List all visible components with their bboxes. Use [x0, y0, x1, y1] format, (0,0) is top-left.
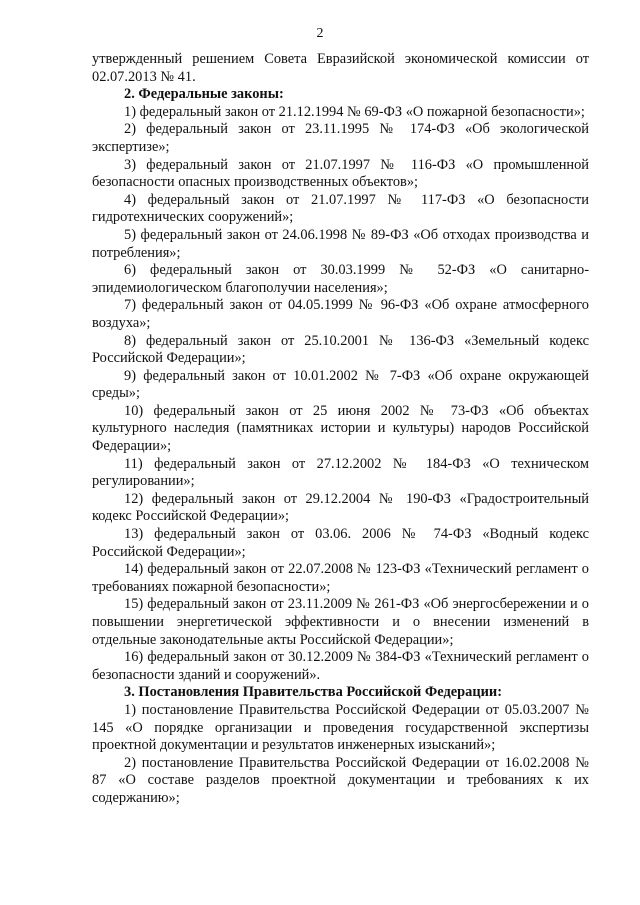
list-item: 15) федеральный закон от 23.11.2009 № 261-ФЗ «Об энергосбережении и о повышении энергетической эффективности и о внесении изменений в отдельные законодательные акты Российской Федерации»;	[92, 596, 589, 648]
list-item: 16) федеральный закон от 30.12.2009 № 384-ФЗ «Технический регламент о безопасности зданий и сооружений».	[92, 649, 589, 683]
list-item: 2) постановление Правительства Российской Федерации от 16.02.2008 № 87 «О составе разделов проектной документации и требованиях к их содержанию»;	[92, 754, 589, 806]
list-item: 2) федеральный закон от 23.11.1995 № 174-ФЗ «Об экологической экспертизе»;	[92, 121, 589, 155]
list-item: 9) федеральный закон от 10.01.2002 № 7-ФЗ «Об охране окружающей среды»;	[92, 367, 589, 402]
government-decrees-list	[92, 702, 589, 808]
list-item: 10) федеральный закон от 25 июня 2002 № 73-ФЗ «Об объектах культурного наследия (памятниках истории и культуры) народов Российской Федерации»;	[92, 402, 589, 455]
list-item: 6) федеральный закон от 30.03.1999 № 52-ФЗ «О санитарно-эпидемиологическом благополучии населения»;	[92, 262, 589, 296]
list-item: 14) федеральный закон от 22.07.2008 № 123-ФЗ «Технический регламент о требованиях пожарной безопасности»;	[92, 561, 589, 595]
list-item: 7) федеральный закон от 04.05.1999 № 96-ФЗ «Об охране атмосферного воздуха»;	[92, 297, 589, 331]
list-item: 8) федеральный закон от 25.10.2001 № 136-ФЗ «Земельный кодекс Российской Федерации»;	[92, 332, 589, 367]
section-2-heading: 2. Федеральные законы:	[124, 86, 284, 103]
list-item: 4) федеральный закон от 21.07.1997 № 117-ФЗ «О безопасности гидротехнических сооружений»;	[92, 191, 589, 226]
list-item: 3) федеральный закон от 21.07.1997 № 116-ФЗ «О промышленной безопасности опасных производственных объектов»;	[92, 156, 589, 191]
list-item: 11) федеральный закон от 27.12.2002 № 184-ФЗ «О техническом регулировании»;	[92, 455, 589, 490]
list-item: 13) федеральный закон от 03.06. 2006 № 74-ФЗ «Водный кодекс Российской Федерации»;	[92, 526, 589, 560]
intro-paragraph: утвержденный решением Совета Евразийской экономической комиссии от 02.07.2013 № 41.	[92, 51, 589, 85]
list-item: 12) федеральный закон от 29.12.2004 № 190-ФЗ «Градостроительный кодекс Российской Федерации»;	[92, 490, 589, 525]
list-item: 5) федеральный закон от 24.06.1998 № 89-ФЗ «Об отходах производства и потребления»;	[92, 226, 589, 261]
federal-laws-list	[92, 104, 589, 685]
list-item: 1) постановление Правительства Российской Федерации от 05.03.2007 № 145 «О порядке организации и проведения государственной экспертизы проектной документации и результатов инженерных изысканий»;	[92, 701, 589, 754]
list-item: 1) федеральный закон от 21.12.1994 № 69-ФЗ «О пожарной безопасности»;	[124, 103, 585, 120]
document-body	[92, 51, 589, 808]
section-3-heading: 3. Постановления Правительства Российской Федерации:	[124, 684, 503, 701]
page-number: 2	[316, 26, 324, 41]
